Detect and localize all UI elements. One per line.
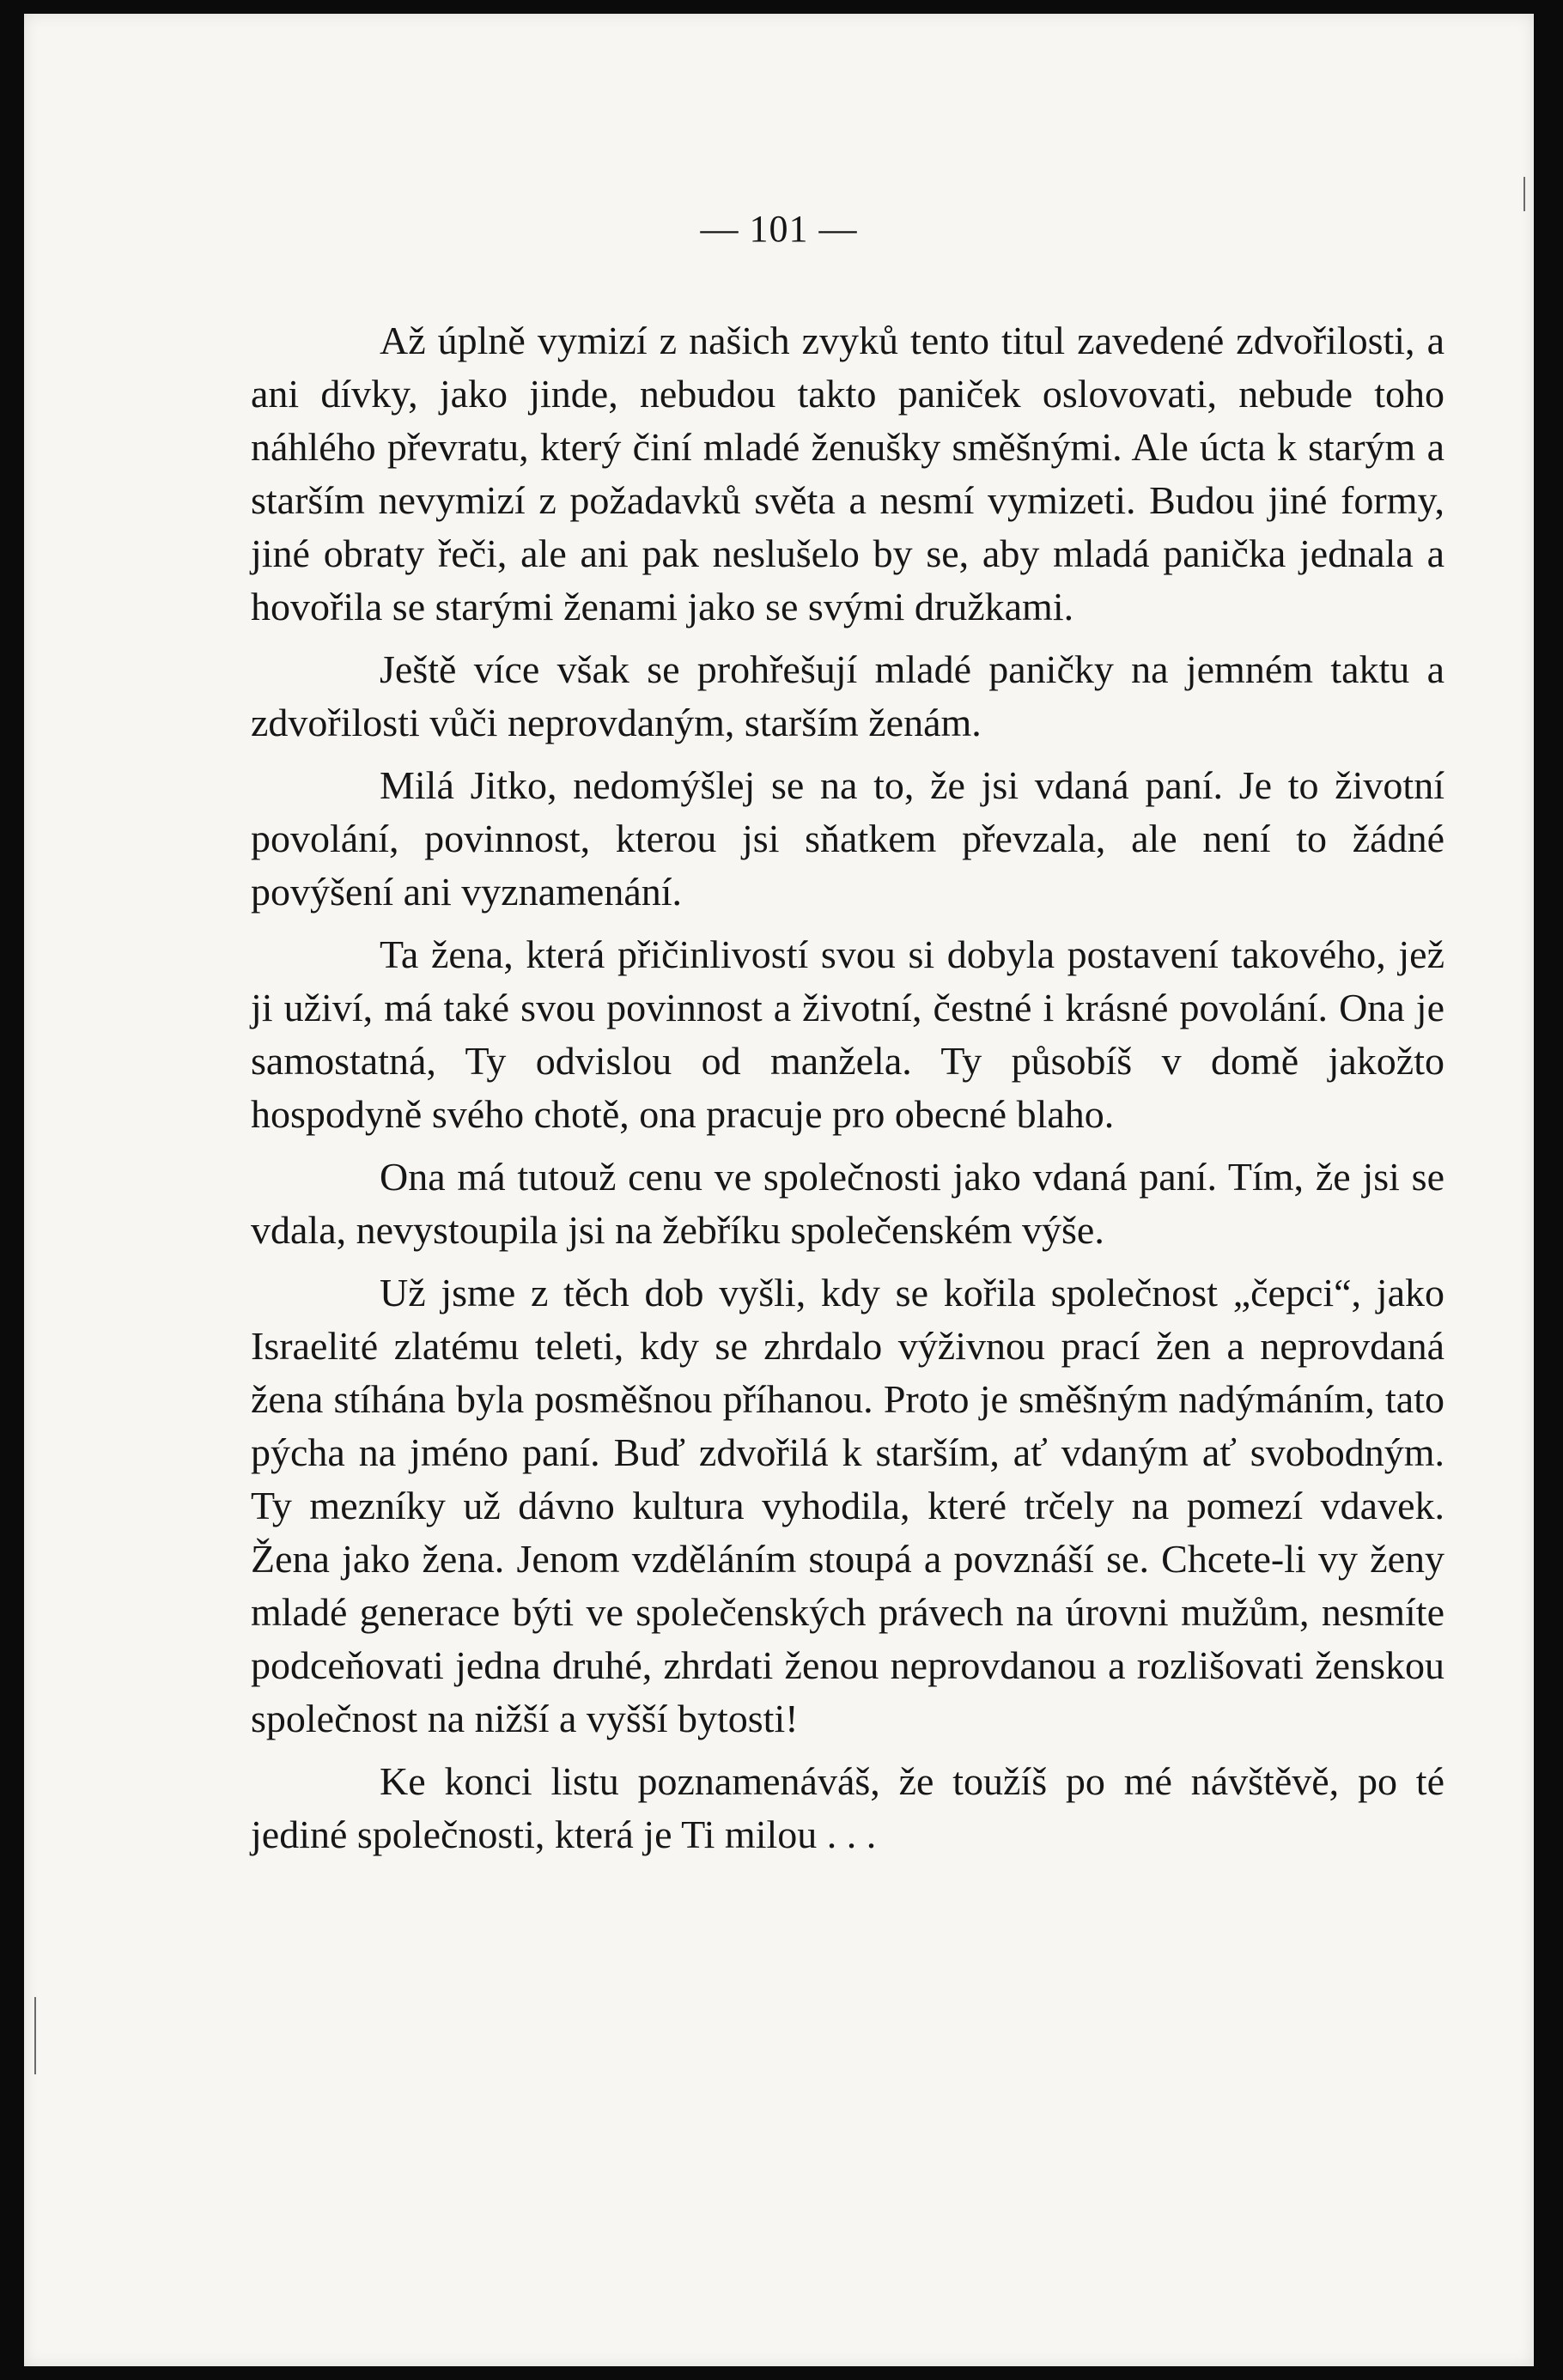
paragraph: Už jsme z těch dob vyšli, kdy se kořila společnost „čepci“, jako Israelité zlatému teleti, kdy se zhrdalo výživnou prací žen a neprovdaná žena stíhána byla posměšnou příhanou. Proto je směšným nadýmáním, tato pýcha na jméno paní. Buď zdvořilá k starším, ať vdaným ať svobodným. Ty mezníky už dávno kultura vyhodila, které trčely na pomezí vdavek. Žena jako žena. Jenom vzděláním stoupá a povznáší se. Chcete-li vy ženy mladé generace býti ve společenských právech na úrovni mužům, nesmíte podceňovati jedna druhé, zhrdati ženou neprovdanou a rozlišovati ženskou společnost na nižší a vyšší bytosti! (251, 1271, 1444, 1740)
paragraph: Ona má tutouž cenu ve společnosti jako vdaná paní. Tím, že jsi se vdala, nevystoupila jsi na žebříku společenském výše. (251, 1155, 1444, 1252)
paragraph: Ta žena, která přičinlivostí svou si dobyla postavení takového, jež ji uživí, má také svou povinnost a životní, čestné i krásné povolání. Ona je samostatná, Ty odvislou od manžela. Ty působíš v domě jakožto hospodyně svého chotě, ona pracuje pro obecné blaho. (251, 932, 1444, 1136)
page-number: — 101 — (700, 208, 858, 250)
page-edge-mark-top (1523, 177, 1525, 211)
page-edge-mark-bottom (34, 1997, 36, 2074)
body-text (251, 314, 1444, 1871)
book-page (24, 14, 1534, 2366)
paragraph: Ke konci listu poznamenáváš, že toužíš po mé návštěvě, po té jediné společnosti, která je Ti milou . . . (251, 1759, 1444, 1856)
paragraph: Ještě více však se prohřešují mladé paničky na jemném taktu a zdvořilosti vůči neprovdaným, starším ženám. (251, 647, 1444, 744)
paragraph: Až úplně vymizí z našich zvyků tento titul zavedené zdvořilosti, a ani dívky, jako jinde, nebudou takto paniček oslovovati, nebude toho náhlého převratu, který činí mladé ženušky směšnými. Ale úcta k starým a starším nevymizí z požadavků světa a nesmí vymizeti. Budou jiné formy, jiné obraty řeči, ale ani pak neslušelo by se, aby mladá panička jednala a hovořila se starými ženami jako se svými družkami. (251, 319, 1444, 628)
paragraph: Milá Jitko, nedomýšlej se na to, že jsi vdaná paní. Je to životní povolání, povinnost, kterou jsi sňatkem převzala, ale není to žádné povýšení ani vyznamenání. (251, 763, 1444, 914)
